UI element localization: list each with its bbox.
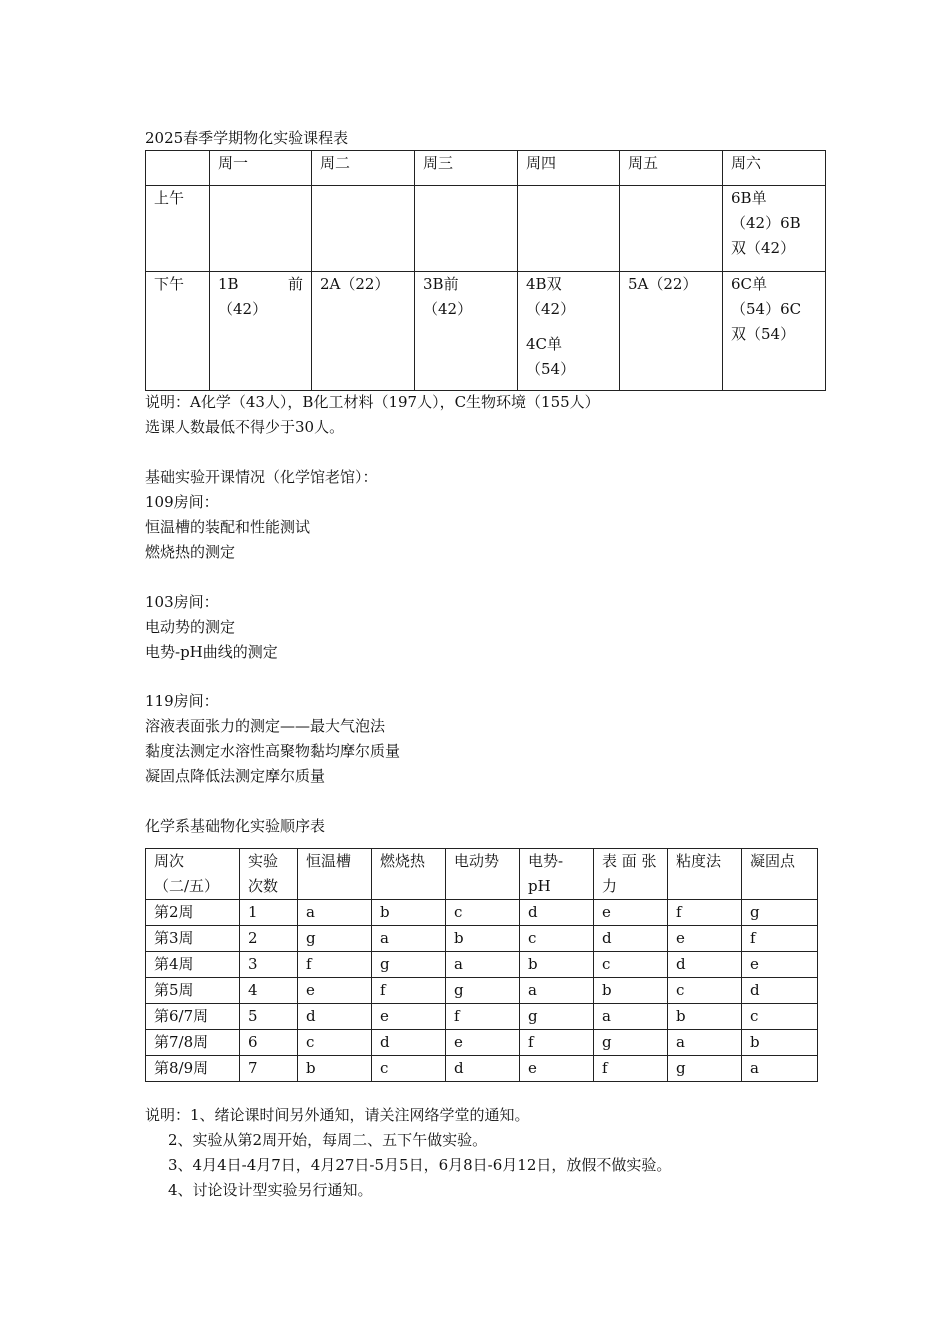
table-cell: b [446, 926, 520, 952]
table-row [146, 1004, 818, 1030]
thu-pm-line-1: 4B双 [526, 275, 562, 293]
table-cell: b [298, 1056, 372, 1082]
mon-pm-line-1 [218, 272, 303, 297]
table-cell: 4 [240, 978, 298, 1004]
table-cell: b [520, 952, 594, 978]
table-cell: 3 [240, 952, 298, 978]
sat-pm-line-2: （54）6C [731, 300, 802, 318]
header-cell-monday: 周一 [210, 151, 312, 186]
table-cell: 1 [240, 900, 298, 926]
table-cell: e [446, 1030, 520, 1056]
order-header-emf-label: 电动势 [454, 852, 500, 870]
thu-pm-line-2: （42） [526, 300, 576, 318]
table-cell: e [372, 1004, 446, 1030]
header-cell-wednesday: 周三 [415, 151, 518, 186]
morning-thursday [518, 186, 620, 272]
room-109-item: 恒温槽的装配和性能测试 [145, 518, 311, 536]
table-cell: f [446, 1004, 520, 1030]
table-cell: g [520, 1004, 594, 1030]
table-cell: a [372, 926, 446, 952]
order-header-freezing-point-label: 凝固点 [750, 852, 796, 870]
afternoon-thursday [518, 272, 620, 391]
morning-tuesday [312, 186, 415, 272]
order-header-emf [446, 849, 520, 900]
table-cell: e [298, 978, 372, 1004]
morning-saturday [723, 186, 826, 272]
order-header-surface-tension-line-2: 力 [602, 877, 618, 895]
table-cell: 7 [240, 1056, 298, 1082]
morning-monday [210, 186, 312, 272]
schedule-note-minimum: 选课人数最低不得少于30人。 [145, 418, 345, 436]
table-cell: d [668, 952, 742, 978]
header-cell-saturday: 周六 [723, 151, 826, 186]
table-cell: c [446, 900, 520, 926]
order-header-viscosity [668, 849, 742, 900]
course-schedule-table [145, 150, 826, 391]
order-header-surface-tension [594, 849, 668, 900]
table-cell: 第4周 [146, 952, 240, 978]
afternoon-label: 下午 [146, 272, 210, 391]
table-cell: e [520, 1056, 594, 1082]
table-row [146, 978, 818, 1004]
schedule-morning-row [146, 186, 826, 272]
table-cell: 6 [240, 1030, 298, 1056]
schedule-note-majors: 说明：A化学（43人），B化工材料（197人），C生物环境（155人） [145, 393, 600, 411]
table-row [146, 1056, 818, 1082]
header-cell-thursday: 周四 [518, 151, 620, 186]
table-cell: 第8/9周 [146, 1056, 240, 1082]
table-cell: c [298, 1030, 372, 1056]
sat-am-line-1: 6B单 [731, 189, 767, 207]
order-header-viscosity-label: 粘度法 [676, 852, 722, 870]
morning-wednesday [415, 186, 518, 272]
table-cell: g [446, 978, 520, 1004]
table-cell: c [668, 978, 742, 1004]
room-119-item: 凝固点降低法测定摩尔质量 [145, 767, 326, 785]
table-row [146, 952, 818, 978]
schedule-header-row [146, 151, 826, 186]
order-header-combustion [372, 849, 446, 900]
order-header-thermostat [298, 849, 372, 900]
table-cell: d [594, 926, 668, 952]
room-103-item: 电动势的测定 [145, 618, 236, 636]
afternoon-friday: 5A（22） [620, 272, 723, 391]
mon-pm-half: 前 [287, 275, 303, 293]
header-cell-tuesday: 周二 [312, 151, 415, 186]
table-cell: f [520, 1030, 594, 1056]
table-cell: d [298, 1004, 372, 1030]
sat-am-line-3: 双（42） [731, 239, 796, 257]
table-cell: e [594, 900, 668, 926]
thu-pm-line-3: 4C单 [526, 335, 563, 353]
order-header-week-line-1: 周次 [154, 852, 185, 870]
table-cell: f [742, 926, 818, 952]
table-cell: b [668, 1004, 742, 1030]
room-103-item: 电势-pH曲线的测定 [145, 643, 278, 661]
notes-line-3: 3、4月4日-4月7日，4月27日-5月5日，6月8日-6月12日，放假不做实验。 [168, 1156, 672, 1174]
experiment-order-table [145, 848, 818, 1082]
table-cell: 第6/7周 [146, 1004, 240, 1030]
sat-am-line-2: （42）6B [731, 214, 801, 232]
notes-line-1: 说明：1、绪论课时间另外通知，请关注网络学堂的通知。 [145, 1106, 530, 1124]
order-header-potential-ph-line-2: pH [528, 877, 551, 895]
wed-pm-line-2: （42） [423, 300, 473, 318]
table-cell: a [594, 1004, 668, 1030]
table-cell: f [372, 978, 446, 1004]
room-109-title: 109房间： [145, 493, 219, 511]
basic-experiments-title: 基础实验开课情况（化学馆老馆）： [145, 468, 378, 486]
table-cell: c [594, 952, 668, 978]
order-header-freezing-point [742, 849, 818, 900]
table-row [146, 926, 818, 952]
morning-friday [620, 186, 723, 272]
order-header-potential-ph-line-1: 电势- [528, 852, 564, 870]
notes-line-2: 2、实验从第2周开始，每周二、五下午做实验。 [168, 1131, 488, 1149]
table-cell: g [372, 952, 446, 978]
room-119-item: 溶液表面张力的测定——最大气泡法 [145, 717, 386, 735]
table-cell: b [742, 1030, 818, 1056]
order-header-week-line-2: （二/五） [154, 877, 220, 895]
order-header-session-line-2: 次数 [248, 877, 279, 895]
order-header-session-line-1: 实验 [248, 852, 279, 870]
room-119-item: 黏度法测定水溶性高聚物黏均摩尔质量 [145, 742, 401, 760]
table-cell: d [742, 978, 818, 1004]
table-cell: 2 [240, 926, 298, 952]
table-cell: e [668, 926, 742, 952]
order-header-surface-tension-line-1: 表 面 张 [602, 852, 657, 870]
table-cell: a [298, 900, 372, 926]
order-header-combustion-label: 燃烧热 [380, 852, 426, 870]
afternoon-wednesday [415, 272, 518, 391]
order-header-week [146, 849, 240, 900]
table-cell: d [520, 900, 594, 926]
mon-pm-count: （42） [218, 300, 268, 318]
wed-pm-line-1: 3B前 [423, 275, 459, 293]
schedule-title: 2025春季学期物化实验课程表 [145, 129, 349, 147]
room-119-title: 119房间： [145, 692, 219, 710]
header-cell-friday: 周五 [620, 151, 723, 186]
table-cell: a [446, 952, 520, 978]
table-cell: c [372, 1056, 446, 1082]
table-cell: c [520, 926, 594, 952]
afternoon-tuesday: 2A（22） [312, 272, 415, 391]
table-cell: a [742, 1056, 818, 1082]
table-cell: 第5周 [146, 978, 240, 1004]
table-cell: g [594, 1030, 668, 1056]
sat-pm-line-1: 6C单 [731, 275, 768, 293]
thu-pm-line-4: （54） [526, 360, 576, 378]
sat-pm-line-3: 双（54） [731, 325, 796, 343]
morning-label: 上午 [146, 186, 210, 272]
room-109-item: 燃烧热的测定 [145, 543, 236, 561]
order-table-title: 化学系基础物化实验顺序表 [145, 817, 326, 835]
table-cell: 第3周 [146, 926, 240, 952]
table-cell: a [668, 1030, 742, 1056]
table-cell: a [520, 978, 594, 1004]
order-header-session [240, 849, 298, 900]
notes-line-4: 4、讨论设计型实验另行通知。 [168, 1181, 373, 1199]
table-row [146, 1030, 818, 1056]
order-header-potential-ph [520, 849, 594, 900]
table-cell: e [742, 952, 818, 978]
table-cell: 第7/8周 [146, 1030, 240, 1056]
table-cell: 第2周 [146, 900, 240, 926]
table-cell: d [446, 1056, 520, 1082]
table-cell: f [298, 952, 372, 978]
table-cell: g [668, 1056, 742, 1082]
table-cell: d [372, 1030, 446, 1056]
table-cell: b [372, 900, 446, 926]
mon-pm-class: 1B [218, 275, 239, 293]
table-cell: b [594, 978, 668, 1004]
table-cell: g [298, 926, 372, 952]
table-row [146, 900, 818, 926]
room-103-title: 103房间： [145, 593, 219, 611]
afternoon-monday [210, 272, 312, 391]
table-cell: g [742, 900, 818, 926]
table-cell: 5 [240, 1004, 298, 1030]
header-cell-empty [146, 151, 210, 186]
afternoon-saturday [723, 272, 826, 391]
table-cell: f [594, 1056, 668, 1082]
schedule-afternoon-row [146, 272, 826, 391]
order-table-body [146, 900, 818, 1082]
table-cell: c [742, 1004, 818, 1030]
order-header-thermostat-label: 恒温槽 [306, 852, 352, 870]
order-header-row [146, 849, 818, 900]
table-cell: f [668, 900, 742, 926]
